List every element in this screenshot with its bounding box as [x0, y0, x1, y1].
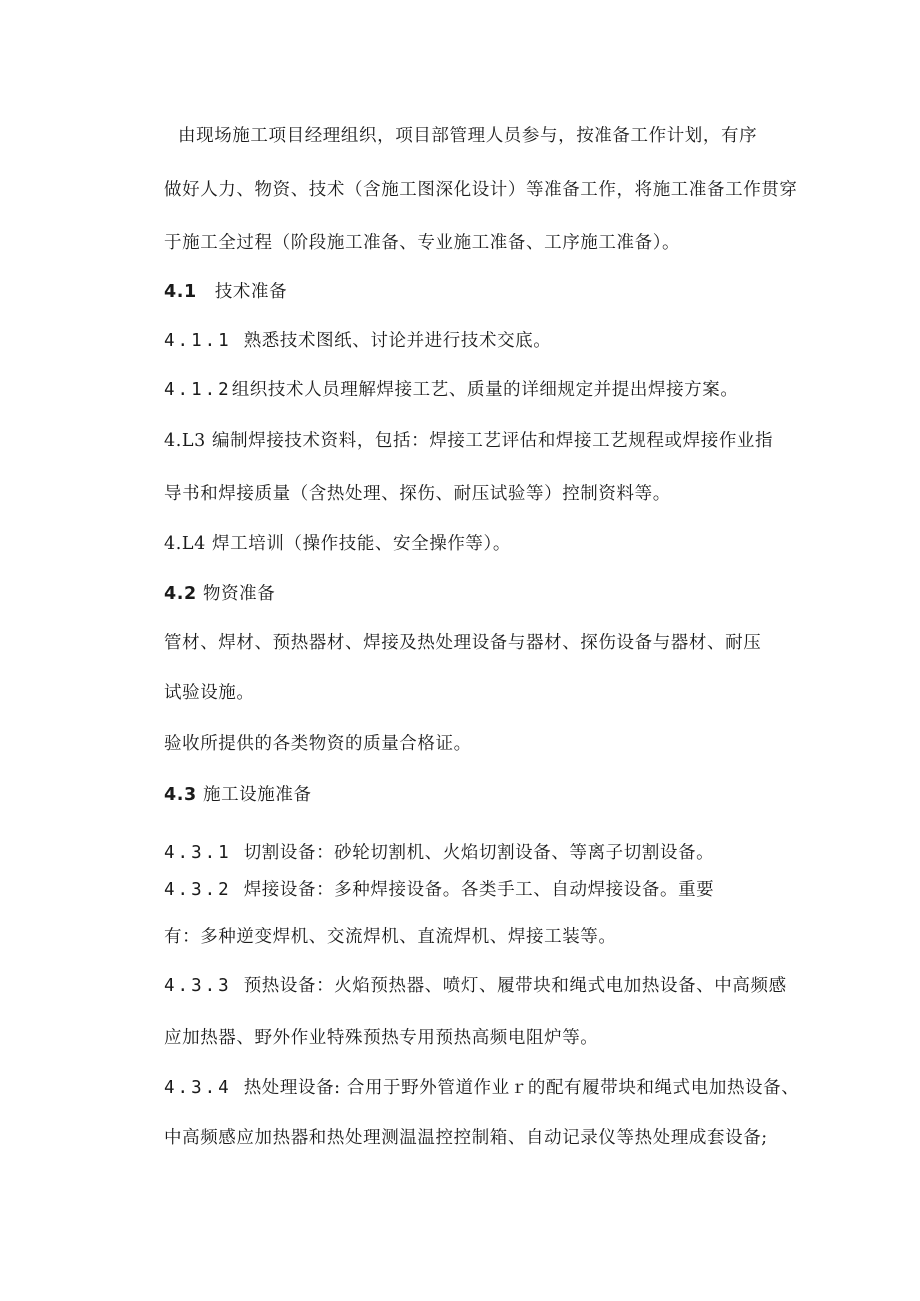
section-4-3-3-line-1: [164, 975, 787, 997]
section-4-3-2-line-1: [164, 879, 714, 901]
section-4-1-3-line-2: 导书和焊接质量（含热处理、探伤、耐压试验等）控制资料等。: [164, 484, 671, 504]
section-text: 熟悉技术图纸、讨论并进行技术交底。: [243, 331, 552, 351]
section-text: 焊接设备：多种焊接设备。各类手工、自动焊接设备。重要: [243, 880, 715, 900]
section-text: 编制焊接技术资料，包括：焊接工艺评估和焊接工艺规程或焊接作业指: [212, 431, 774, 451]
section-number: 4.3.4: [164, 1078, 232, 1098]
section-4-3-4-line-1: [164, 1077, 799, 1099]
section-4-1-2: [164, 379, 739, 401]
section-text: 热处理设备: 合用于野外管道作业ｒ的配有履带块和绳式电加热设备、: [243, 1078, 800, 1098]
section-4-2-line-3: 验收所提供的各类物资的质量合格证。: [164, 734, 472, 754]
section-4-3-1: [164, 842, 714, 864]
section-4-1-3-line-1: [164, 430, 773, 452]
section-number: 4.1.1: [164, 331, 232, 351]
section-number: 4.1.2: [164, 380, 232, 400]
section-text: 组织技术人员理解焊接工艺、质量的详细规定并提出焊接方案。: [231, 380, 739, 400]
section-number: 4.3.2: [164, 880, 232, 900]
section-title: 施工设施准备: [202, 785, 312, 805]
section-4-1-1: [164, 330, 551, 352]
section-number: 4.3: [164, 785, 197, 805]
section-4-2-heading: [164, 583, 275, 605]
section-text: 预热设备：火焰预热器、喷灯、履带块和绳式电加热设备、中高频感: [243, 976, 787, 996]
section-4-1-heading: [164, 281, 287, 303]
section-title: 物资准备: [202, 584, 276, 604]
intro-line-2: 做好人力、物资、技术（含施工图深化设计）等准备工作，将施工准备工作贯穿: [164, 180, 798, 200]
section-title: 技术准备: [214, 282, 288, 302]
section-4-3-4-line-2: 中高频感应加热器和热处理测温温控控制箱、自动记录仪等热处理成套设备;: [164, 1128, 768, 1148]
intro-line-1: 由现场施工项目经理组织，项目部管理人员参与，按准备工作计划，有序: [178, 126, 758, 146]
section-4-2-line-1: 管材、焊材、预热器材、焊接及热处理设备与器材、探伤设备与器材、耐压: [164, 633, 762, 653]
section-4-3-heading: [164, 784, 312, 806]
section-number: 4.3.1: [164, 843, 232, 863]
section-number: 4.3.3: [164, 976, 232, 996]
section-4-3-2-line-2: 有：多种逆变焊机、交流焊机、直流焊机、焊接工装等。: [164, 927, 617, 947]
section-number: 4.L3: [164, 431, 206, 451]
section-text: 焊工培训（操作技能、安全操作等）。: [212, 534, 511, 554]
section-text: 切割设备：砂轮切割机、火焰切割设备、等离子切割设备。: [243, 843, 715, 863]
intro-line-3: 于施工全过程（阶段施工准备、专业施工准备、工序施工准备）。: [164, 233, 681, 253]
section-number: 4.1: [164, 282, 197, 302]
section-4-1-4: [164, 533, 511, 555]
section-4-2-line-2: 试验设施。: [164, 683, 255, 703]
section-4-3-3-line-2: 应加热器、野外作业特殊预热专用预热高频电阻炉等。: [164, 1028, 599, 1048]
section-number: 4.L4: [164, 534, 206, 554]
section-number: 4.2: [164, 584, 197, 604]
